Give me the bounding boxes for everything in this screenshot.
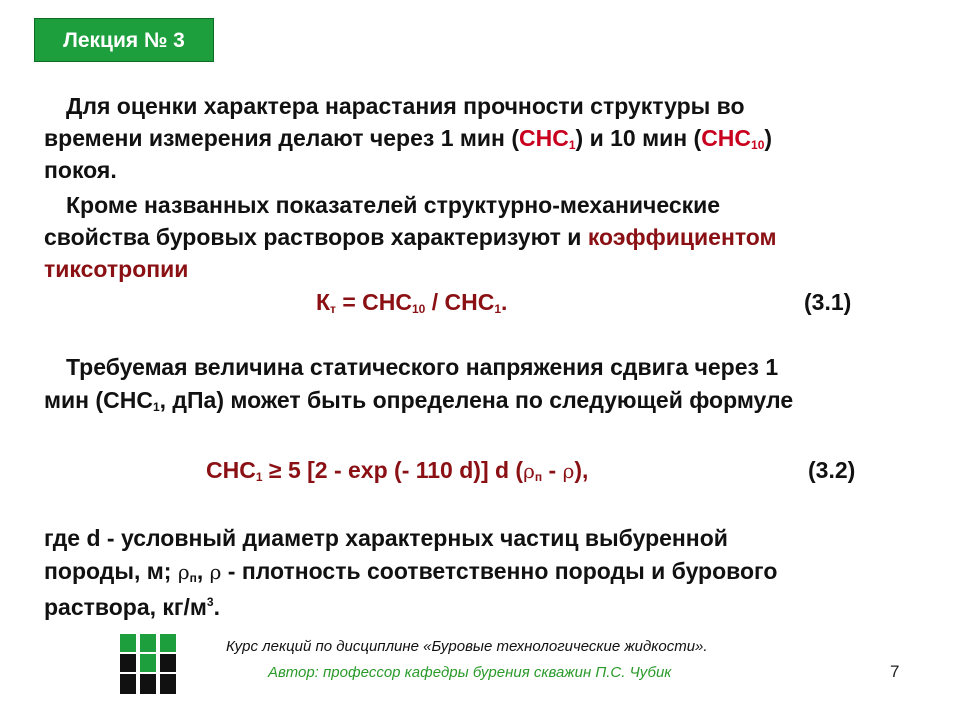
para4-line2: породы, м; $\rho_п$, ρ - плотность соответственно породы и бурового: [44, 558, 778, 585]
para1-line3: покоя.: [44, 157, 117, 183]
footer-course: Курс лекций по дисциплине «Буровые технологические жидкости».: [226, 638, 708, 655]
para4-line3: раствора, $кг/м^3$.: [44, 594, 220, 620]
para4-line1: где d - условный диаметр характерных частиц выбуренной: [44, 525, 728, 551]
university-logo: [118, 630, 180, 696]
para3-line1: Требуемая величина статического напряжения сдвига через 1: [66, 354, 779, 380]
page-number: 7: [890, 662, 900, 681]
formula-3-2-number: (3.2): [808, 457, 856, 483]
para2-line1: Кроме названных показателей структурно-механические: [66, 192, 721, 218]
footer-author: Автор: профессор кафедры бурения скважин П.С. Чубик: [268, 664, 672, 681]
formula-3-1-number: (3.1): [804, 289, 852, 315]
formula-3-1: $К_т = СНС_{10} / СНС_1$.: [316, 289, 508, 316]
para2-line3-term: тиксотропии: [44, 256, 189, 282]
formula-3-2: $СНС_1 \ge 5$ [2 - exp (- 110 d)] d $(\rho_п - \rho)$,: [206, 457, 589, 484]
lecture-badge: Лекция № 3: [34, 18, 214, 62]
para1-line1: Для оценки характера нарастания прочности структуры во: [66, 93, 745, 119]
para2-line2: свойства буровых растворов характеризуют и коэффициентом: [44, 224, 777, 250]
para1-line2: времени измерения делают через 1 мин $(СНС_1)$ и 10 мин $(СНС_{10})$: [44, 125, 773, 152]
para3-line2: мин ($СНС_1$, дПа) может быть определена по следующей формуле: [44, 387, 794, 414]
